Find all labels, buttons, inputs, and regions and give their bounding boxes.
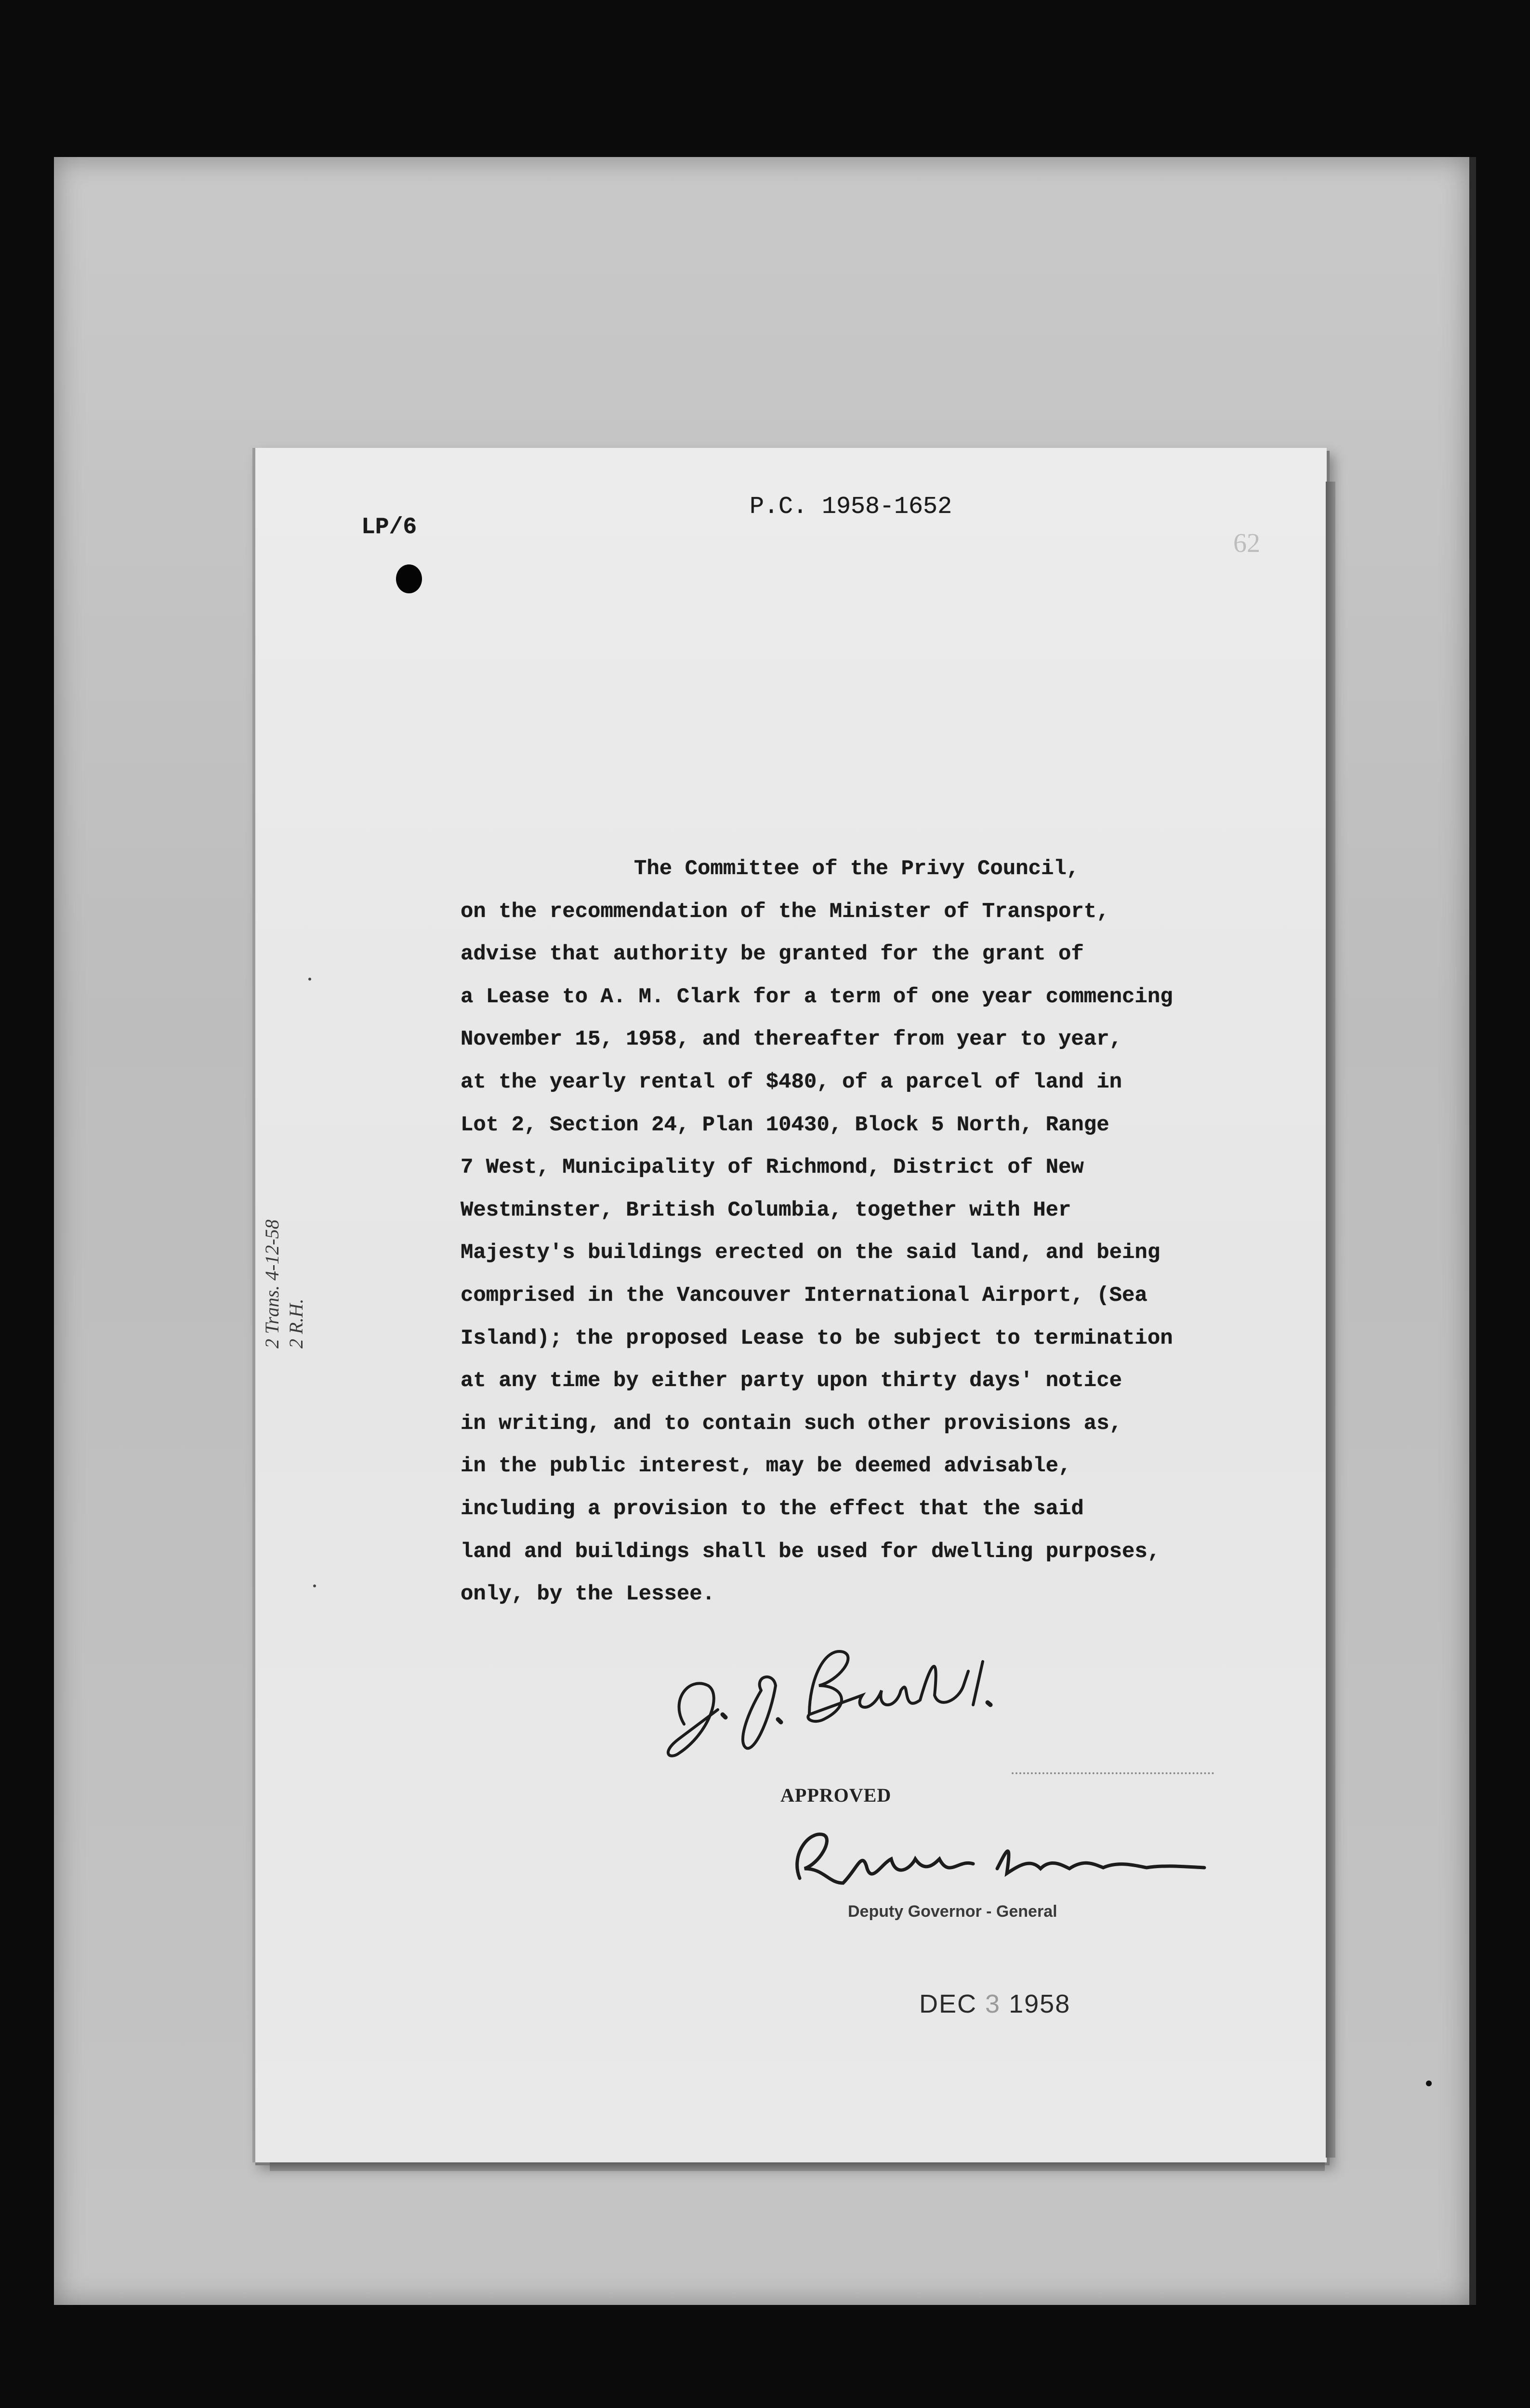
body-line: comprised in the Vancouver International Airport, (Sea (461, 1283, 1148, 1308)
date-stamp (919, 1989, 1070, 2019)
date-month: DEC (919, 1989, 977, 2018)
margin-note-line: 2 Trans. 4-12-58 (261, 1219, 283, 1348)
clerk-signature (650, 1618, 1045, 1772)
date-day: 3 (985, 1989, 1001, 2018)
body-line: Majesty's buildings erected on the said land, and being (461, 1241, 1161, 1265)
body-line: 7 West, Municipality of Richmond, District of New (461, 1155, 1084, 1180)
body-line: land and buildings shall be used for dwelling purposes, (461, 1539, 1161, 1564)
sheet-shadow-bottom (270, 2162, 1325, 2171)
page-number: 62 (1233, 528, 1260, 558)
body-line: The Committee of the Privy Council, (634, 857, 1080, 881)
body-line: Island); the proposed Lease to be subject to termination (461, 1326, 1173, 1350)
body-line: at any time by either party upon thirty days' notice (461, 1369, 1122, 1393)
body-line: in writing, and to contain such other provisions as, (461, 1411, 1122, 1436)
body-line: Westminster, British Columbia, together with Her (461, 1198, 1071, 1222)
date-year: 1958 (1009, 1989, 1071, 2018)
order-body (461, 848, 1260, 1616)
body-line: only, by the Lessee. (461, 1582, 715, 1607)
scan-speck (1426, 2081, 1432, 2086)
body-line: advise that authority be granted for the grant of (461, 942, 1084, 967)
scan-speck (313, 1584, 316, 1587)
file-code: LP/6 (361, 514, 417, 540)
body-line: including a provision to the effect that the said (461, 1496, 1084, 1521)
mount-edge (1469, 157, 1476, 2305)
body-line: November 15, 1958, and thereafter from year to year, (461, 1027, 1122, 1052)
margin-note (260, 1219, 308, 1348)
order-number: P.C. 1958-1652 (750, 493, 952, 521)
body-line: in the public interest, may be deemed advisable, (461, 1454, 1071, 1479)
punch-hole (396, 564, 422, 593)
body-line: at the yearly rental of $480, of a parcel of land in (461, 1070, 1122, 1094)
body-line: a Lease to A. M. Clark for a term of one year commencing (461, 984, 1173, 1009)
body-line: on the recommendation of the Minister of Transport, (461, 899, 1109, 924)
sheet-shadow-right (1326, 482, 1335, 2158)
body-line: Lot 2, Section 24, Plan 10430, Block 5 North, Range (461, 1112, 1109, 1137)
margin-note-line: 2 R.H. (285, 1298, 307, 1348)
approval-label: APPROVED (780, 1784, 892, 1806)
approver-title: Deputy Governor - General (848, 1902, 1057, 1921)
deputy-governor-signature (780, 1811, 1214, 1898)
approval-rule (1012, 1772, 1214, 1774)
scan-speck (308, 978, 311, 981)
